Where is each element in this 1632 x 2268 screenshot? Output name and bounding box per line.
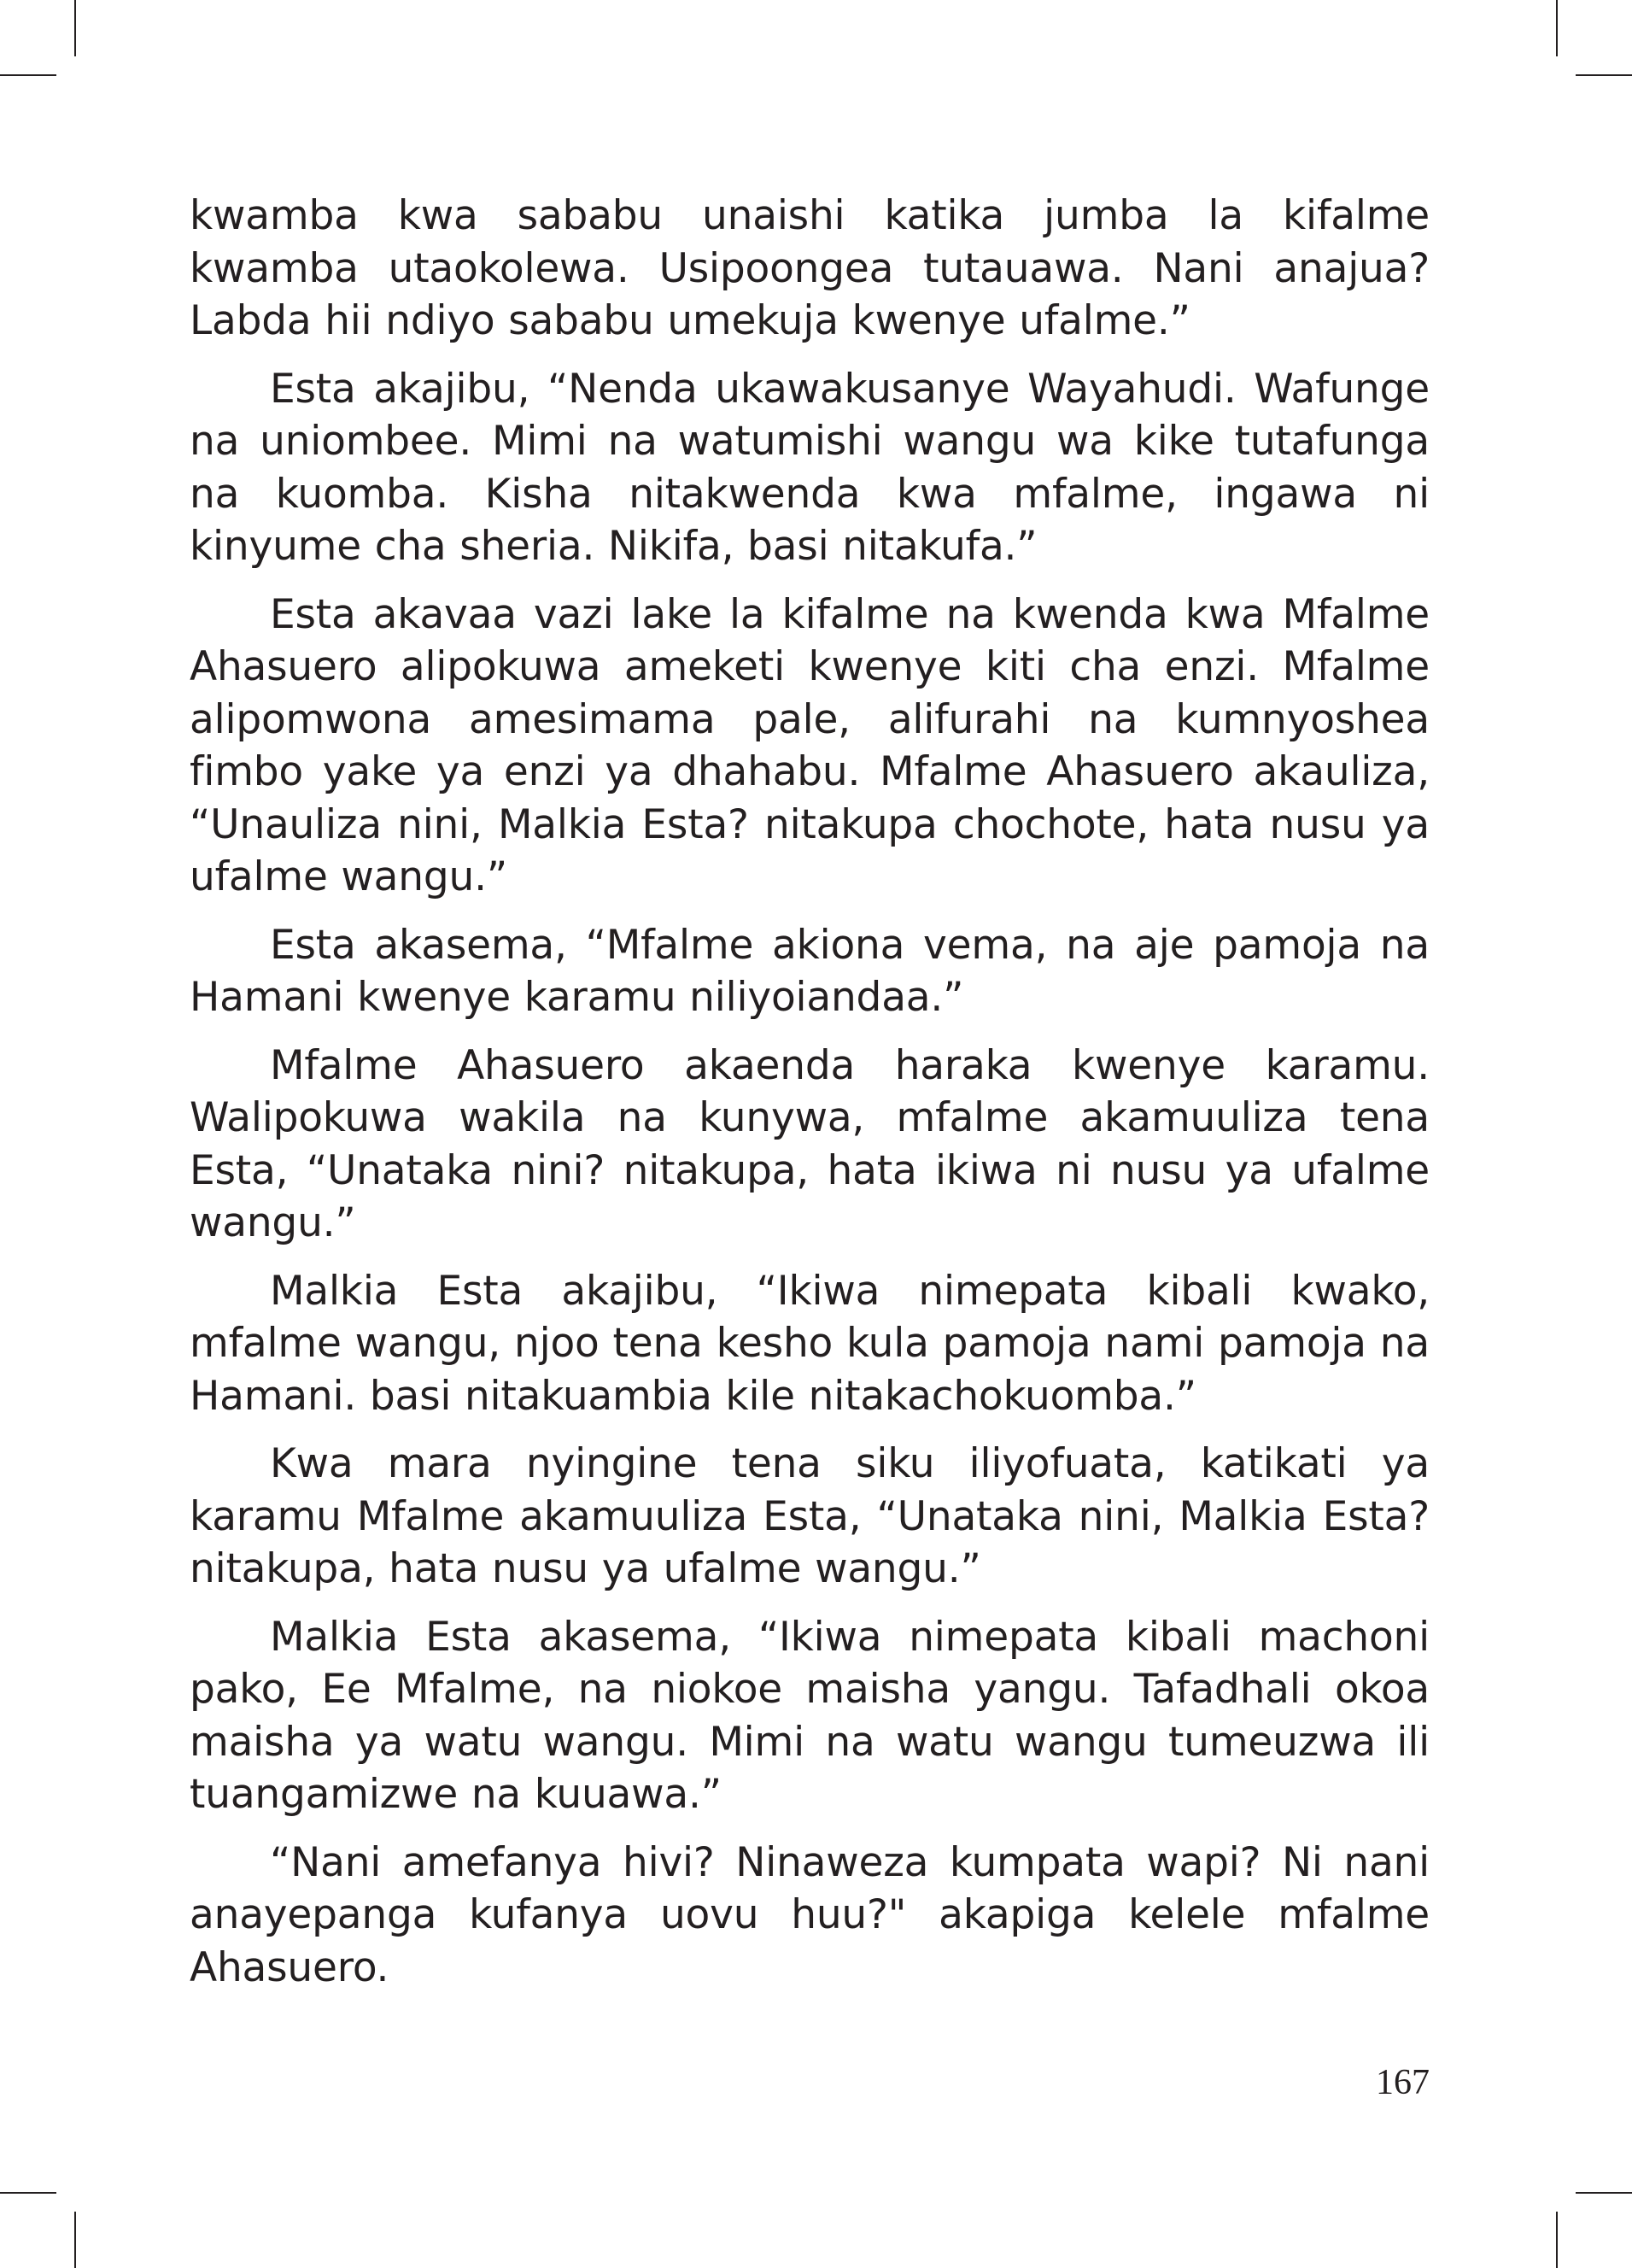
paragraph-2: Esta akajibu, “Nenda ukawakusanye Wayahudi. Wafunge na uniombee. Mimi na watumishi wangu wa kike tutafunga na kuomba. Kisha nitakwenda kwa mfalme, ingawa ni kinyume cha sheria. Nikifa, basi nitakufa.” (190, 365, 1430, 570)
paragraph-5: Mfalme Ahasuero akaenda haraka kwenye karamu. Walipokuwa wakila na kunywa, mfalme akamuuliza tena Esta, “Unataka nini? nitakupa, hata ikiwa ni nusu ya ufalme wangu.” (190, 1041, 1430, 1246)
crop-mark-top-right-horizontal (1576, 74, 1632, 76)
paragraph-4: Esta akasema, “Mfalme akiona vema, na aje pamoja na Hamani kwenye karamu niliyoiandaa.” (190, 921, 1430, 1021)
crop-mark-bottom-left-vertical (74, 2212, 76, 2268)
page-number: 167 (1376, 2063, 1430, 2102)
paragraph-9: “Nani amefanya hivi? Ninaweza kumpata wapi? Ni nani anayepanga kufanya uovu huu?" akapiga kelele mfalme Ahasuero. (190, 1838, 1430, 1991)
crop-mark-bottom-left-horizontal (0, 2192, 56, 2194)
paragraph-7: Kwa mara nyingine tena siku iliyofuata, katikati ya karamu Mfalme akamuuliza Esta, “Unataka nini, Malkia Esta? nitakupa, hata nusu ya ufalme wangu.” (190, 1440, 1430, 1592)
crop-mark-top-right-vertical (1556, 0, 1558, 56)
paragraph-8: Malkia Esta akasema, “Ikiwa nimepata kibali machoni pako, Ee Mfalme, na niokoe maisha yangu. Tafadhali okoa maisha ya watu wangu. Mimi na watu wangu tumeuzwa ili tuangamizwe na kuuawa.” (190, 1613, 1430, 1818)
paragraph-3: Esta akavaa vazi lake la kifalme na kwenda kwa Mfalme Ahasuero alipokuwa ameketi kwenye kiti cha enzi. Mfalme alipomwona amesimama pale, alifurahi na kumnyoshea fimbo yake ya enzi ya dhahabu. Mfalme Ahasuero akauliza, “Unauliza nini, Malkia Esta? nitakupa chochote, hata nusu ya ufalme wangu.” (190, 590, 1430, 900)
crop-mark-top-left-vertical (74, 0, 76, 56)
paragraph-6: Malkia Esta akajibu, “Ikiwa nimepata kibali kwako, mfalme wangu, njoo tena kesho kula pamoja nami pamoja na Hamani. basi nitakuambia kile nitakachokuomba.” (190, 1267, 1430, 1420)
crop-mark-bottom-right-vertical (1556, 2212, 1558, 2268)
crop-mark-top-left-horizontal (0, 74, 56, 76)
crop-mark-bottom-right-horizontal (1576, 2192, 1632, 2194)
page-body-text (190, 190, 1430, 2009)
paragraph-1: kwamba kwa sababu unaishi katika jumba la kifalme kwamba utaokolewa. Usipoongea tutauawa. Nani anajua? Labda hii ndiyo sababu umekuja kwenye ufalme.” (190, 192, 1430, 344)
